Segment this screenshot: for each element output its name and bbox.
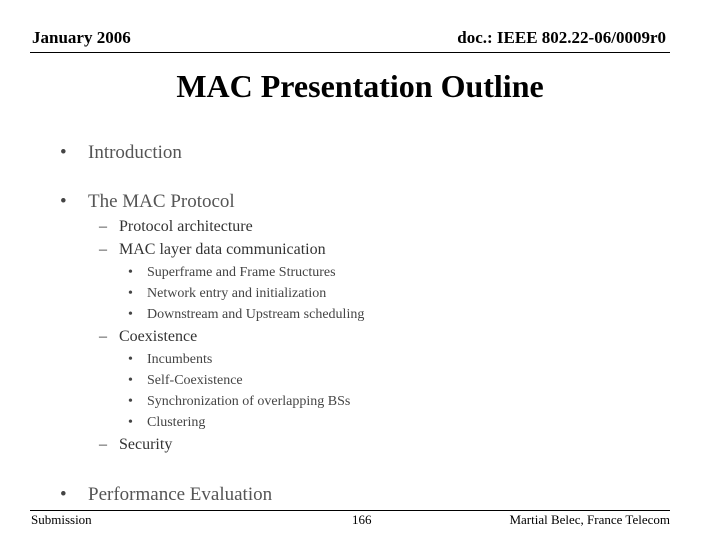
dash-mark: – bbox=[99, 436, 107, 453]
item-text: Clustering bbox=[147, 415, 206, 430]
item-incumbents bbox=[128, 352, 212, 368]
dash-mark: – bbox=[99, 328, 107, 345]
bullet-mark: • bbox=[128, 394, 133, 409]
header-date: January 2006 bbox=[32, 28, 131, 47]
item-scheduling bbox=[128, 307, 364, 323]
bullet-mark: • bbox=[128, 286, 133, 301]
item-text: Self-Coexistence bbox=[147, 373, 243, 388]
item-clustering bbox=[128, 415, 205, 431]
footer-submission: Submission bbox=[31, 512, 92, 527]
bullet-mark: • bbox=[60, 484, 67, 505]
dash-mark: – bbox=[99, 218, 107, 235]
item-superframe bbox=[128, 265, 336, 281]
bullet-mark: • bbox=[60, 191, 67, 212]
bullet-mark: • bbox=[128, 265, 133, 280]
bullet-mark: • bbox=[128, 307, 133, 322]
item-text: Superframe and Frame Structures bbox=[147, 265, 336, 280]
bullet-mac-protocol bbox=[60, 191, 235, 213]
dash-mark: – bbox=[99, 241, 107, 258]
bullet-text: Introduction bbox=[88, 142, 182, 163]
bullet-mark: • bbox=[60, 142, 67, 163]
footer-page-number: 166 bbox=[352, 512, 372, 527]
bullet-text: Performance Evaluation bbox=[88, 484, 273, 505]
bullet-text: The MAC Protocol bbox=[88, 191, 235, 212]
item-text: Incumbents bbox=[147, 352, 213, 367]
subbullet-text: Coexistence bbox=[119, 328, 198, 345]
slide-title: MAC Presentation Outline bbox=[176, 68, 544, 104]
bullet-mark: • bbox=[128, 352, 133, 367]
header-divider bbox=[30, 52, 670, 53]
footer-divider bbox=[30, 510, 670, 511]
subbullet-protocol-architecture bbox=[99, 218, 253, 236]
bullet-performance-evaluation bbox=[60, 484, 272, 506]
bullet-introduction bbox=[60, 142, 182, 164]
item-network-entry bbox=[128, 286, 326, 302]
subbullet-security bbox=[99, 436, 172, 454]
subbullet-coexistence bbox=[99, 328, 197, 346]
bullet-mark: • bbox=[128, 415, 133, 430]
item-text: Synchronization of overlapping BSs bbox=[147, 394, 351, 409]
subbullet-text: Security bbox=[119, 436, 173, 453]
item-self-coexistence bbox=[128, 373, 243, 389]
subbullet-text: MAC layer data communication bbox=[119, 241, 326, 258]
bullet-mark: • bbox=[128, 373, 133, 388]
subbullet-text: Protocol architecture bbox=[119, 218, 253, 235]
item-synchronization bbox=[128, 394, 350, 410]
footer-author: Martial Belec, France Telecom bbox=[509, 512, 670, 527]
header-doc-id: doc.: IEEE 802.22-06/0009r0 bbox=[457, 28, 666, 47]
item-text: Network entry and initialization bbox=[147, 286, 327, 301]
item-text: Downstream and Upstream scheduling bbox=[147, 307, 365, 322]
subbullet-mac-layer-data bbox=[99, 241, 326, 259]
